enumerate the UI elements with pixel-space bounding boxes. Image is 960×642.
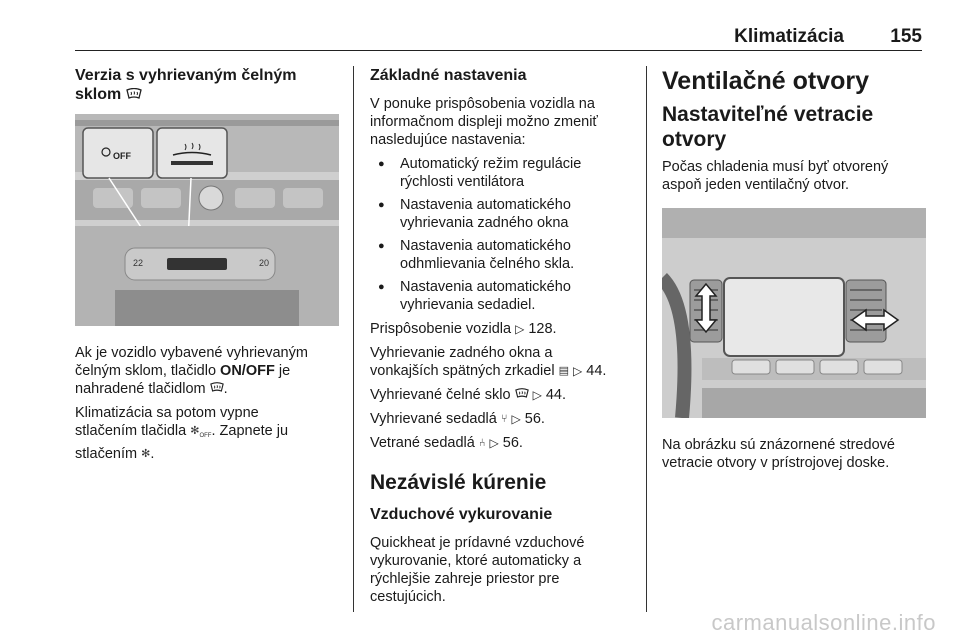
fan-icon: ✻ bbox=[141, 448, 151, 461]
intro-paragraph: V ponuke prispôsobenia vozidla na informačnom displeji možno zmeniť nasledujúce nastavenia: bbox=[370, 96, 598, 148]
section-title: Klimatizácia bbox=[734, 26, 844, 47]
list-item: ● Nastavenia automatického vyhrievania sedadiel. bbox=[370, 278, 638, 314]
reference-arrow-icon: ▷ bbox=[532, 388, 542, 402]
settings-list bbox=[370, 155, 638, 314]
heated-windscreen-icon bbox=[126, 88, 142, 100]
climate-panel-photo bbox=[75, 114, 339, 326]
adjustable-vents-heading: Nastaviteľné vetracie otvory bbox=[662, 103, 874, 151]
ref-rear-window-heating: Vyhrievanie zadného okna a vonkajších spätných zrkadiel ▤ ▷ 44. bbox=[370, 345, 607, 379]
column-divider bbox=[646, 66, 647, 612]
air-heater-subheading: Vzduchové vykurovanie bbox=[370, 506, 553, 523]
reference-arrow-icon: ▷ bbox=[515, 322, 525, 336]
column-1 bbox=[75, 66, 341, 469]
off-button-label: OFF bbox=[113, 151, 131, 161]
left-temp-label: 22 bbox=[133, 258, 144, 268]
paragraph-1: Ak je vozidlo vybavené vyhrievaným čelným sklom, tlačidlo ON/OFF je nahradené tlačidlom . bbox=[75, 345, 308, 397]
paragraph-2: Klimatizácia sa potom vypne stlačením tlačidla $✻_{OFF}$. Zapnete ju stlačením ✻. bbox=[75, 405, 289, 463]
column-3 bbox=[662, 66, 930, 478]
heated-windscreen-heading: Verzia s vyhrievaným čelným sklom bbox=[75, 67, 297, 103]
list-item: ● Automatický režim regulácie rýchlosti ventilátora bbox=[370, 155, 638, 191]
basic-settings-heading: Základné nastavenia bbox=[370, 67, 527, 84]
ref-heated-seats: Vyhrievané sedadlá ⑂ ▷ 56. bbox=[370, 411, 545, 427]
right-temp-label: 20 bbox=[259, 258, 270, 268]
auxiliary-heater-heading: Nezávislé kúrenie bbox=[370, 471, 547, 494]
center-vents-photo bbox=[662, 208, 926, 418]
watermark: carmanualsonline.info bbox=[711, 610, 936, 635]
heated-windscreen-icon bbox=[515, 388, 529, 399]
list-item: ● Nastavenia automatického vyhrievania zadného okna bbox=[370, 196, 638, 232]
ref-ventilated-seats: Vetrané sedadlá ⑃ ▷ 56. bbox=[370, 435, 523, 451]
ref-vehicle-personalization: Prispôsobenie vozidla ▷ 128. bbox=[370, 321, 557, 337]
column-2 bbox=[370, 66, 638, 612]
rear-window-heating-icon: ▤ bbox=[558, 365, 569, 377]
reference-arrow-icon: ▷ bbox=[573, 364, 583, 378]
page-number: 155 bbox=[890, 26, 922, 47]
quickheat-paragraph: Quickheat je prídavné vzduchové vykurovanie, ktoré automaticky a rýchlejšie zahreje priestor pre cestujúcich. bbox=[370, 535, 585, 605]
reference-arrow-icon: ▷ bbox=[511, 412, 521, 426]
heated-windscreen-icon bbox=[210, 382, 224, 393]
reference-arrow-icon: ▷ bbox=[489, 436, 499, 450]
fan-off-icon: $✻_{OFF}$ bbox=[190, 425, 212, 440]
heated-seat-icon: ⑂ bbox=[500, 413, 508, 425]
air-vents-heading: Ventilačné otvory bbox=[662, 67, 870, 95]
list-item: ● Nastavenia automatického odhmlievania čelného skla. bbox=[370, 237, 638, 273]
column-divider bbox=[353, 66, 354, 612]
page-header bbox=[75, 26, 922, 51]
vents-paragraph: Počas chladenia musí byť otvorený aspoň jeden ventilačný otvor. bbox=[662, 159, 889, 193]
ref-heated-windscreen: Vyhrievané čelné sklo ▷ 44. bbox=[370, 387, 567, 403]
ventilated-seat-icon: ⑃ bbox=[478, 437, 486, 449]
vents-caption: Na obrázku sú znázornené stredové vetracie otvory v prístrojovej doske. bbox=[662, 437, 895, 471]
